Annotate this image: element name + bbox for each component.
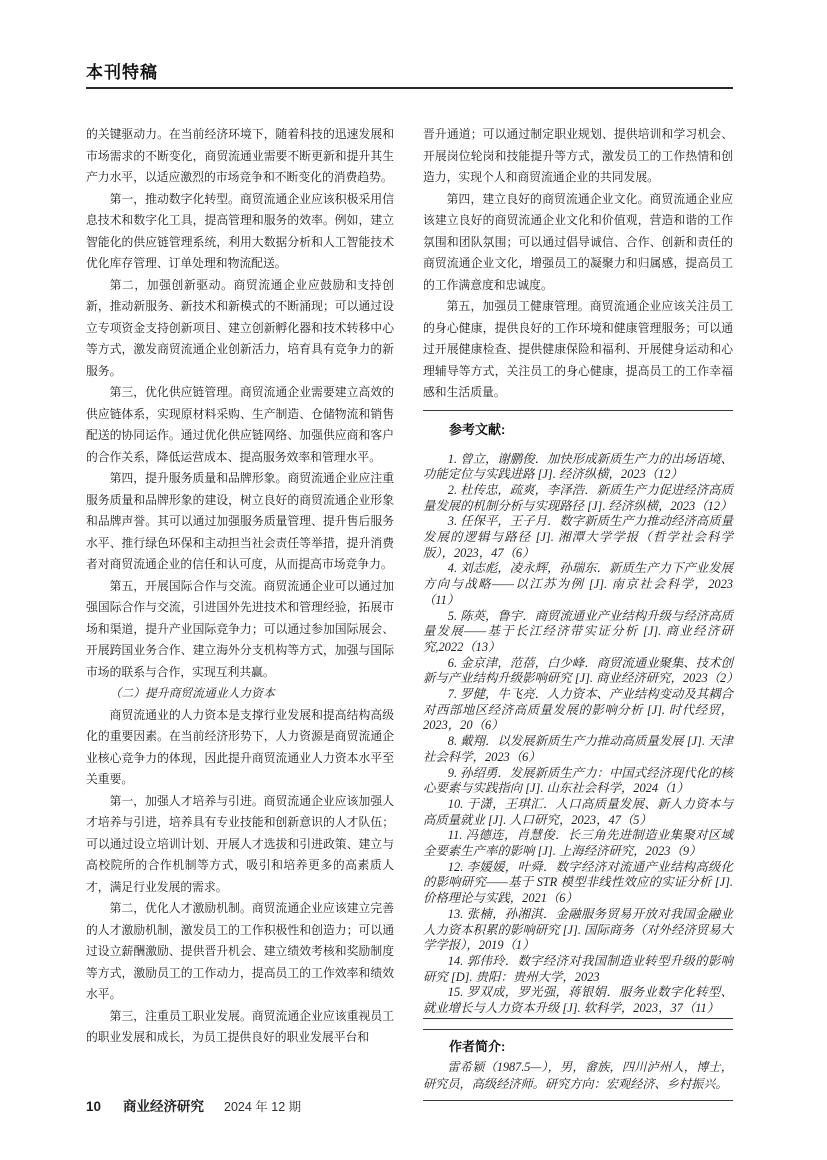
reference-item: 5. 陈英，鲁宇．商贸流通业产业结构升级与经济高质量发展——基于长江经济带实证分析 [J]. 商业经济研究,2022（13） [423, 608, 733, 654]
body-paragraph: 第三，优化供应链管理。商贸流通企业需要建立高效的供应链体系，实现原材料采购、生产制造、仓储物流和销售配送的协同运作。通过优化供应链网络、加强供应商和客户的合作关系，降低运营成本、提高服务效率和管理水平。 [86, 385, 394, 464]
reference-item: 3. 任保平，王子月．数字新质生产力推动经济高质量发展的逻辑与路径 [J]. 湘潭大学学报（哲学社会科学版），2023，47（6） [423, 514, 733, 560]
body-paragraph: 的关键驱动力。在当前经济环境下，随着科技的迅速发展和市场需求的不断变化，商贸流通业需要不断更新和提升其生产力水平，以适应激烈的市场竞争和不断变化的消费趋势。 [86, 127, 394, 184]
references-heading: 参考文献: [449, 421, 506, 437]
author-box-inner-rule [423, 1029, 733, 1030]
footer-issue-label: 2024 年 12 期 [224, 1100, 302, 1114]
author-heading: 作者简介: [449, 1038, 506, 1054]
reference-item: 9. 孙绍勇．发展新质生产力：中国式经济现代化的核心要素与实践指向 [J]. 山东社会科学，2024（1） [423, 765, 733, 796]
right-column-body [423, 124, 733, 404]
section-header-title: 本刊特稿 [86, 63, 158, 82]
reference-list [423, 451, 739, 1017]
left-column [86, 124, 394, 1049]
reference-item: 6. 金京津，范蓓，白少峰．商贸流通业聚集、技术创新与产业结构升级影响研究 [J]. 商业经济研究，2023（2） [423, 655, 739, 686]
page-footer [86, 1095, 301, 1115]
reference-item: 10. 于潇，王琪汇．人口高质量发展、新人力资本与高质量就业 [J]. 人口研究，2023，47（5） [423, 796, 733, 827]
body-paragraph: （二）提升商贸流通业人力资本 [109, 686, 275, 700]
body-paragraph: 第四，建立良好的商贸流通企业文化。商贸流通企业应该建立良好的商贸流通企业文化和价值观，营造和谐的工作氛围和团队氛围；可以通过倡导诚信、合作、创新和责任的商贸流通企业文化，增强员工的凝聚力和归属感，提高员工的工作满意度和忠诚度。 [423, 191, 733, 292]
body-paragraph: 第四，提升服务质量和品牌形象。商贸流通企业应注重服务质量和品牌形象的建设，树立良好的商贸流通企业形象和品牌声誉。其可以通过加强服务质量管理、提升售后服务水平、推行绿色环保和主动担当社会责任等举措，提升消费者对商贸流通企业的信任和认可度，从而提高市场竞争力。 [86, 471, 394, 571]
right-column [423, 124, 739, 1101]
reference-item: 15. 罗双成，罗光强，蒋银娟．服务业数字化转型、就业增长与人力资本升级 [J]. 软科学，2023，37（11） [423, 985, 733, 1016]
reference-item: 2. 杜传忠，疏爽，李泽浩．新质生产力促进经济高质量发展的机制分析与实现路径 [J]. 经济纵横，2023（12） [423, 482, 733, 513]
reference-item: 4. 刘志彪，凌永辉，孙瑞东．新质生产力下产业发展方向与战略——以江苏为例 [J]. 南京社会科学，2023（11） [423, 561, 733, 607]
masthead [86, 63, 733, 89]
body-paragraph: 第五，加强员工健康管理。商贸流通企业应该关注员工的身心健康，提供良好的工作环境和健康管理服务；可以通过开展健康检查、提供健康保险和福利、开展健身运动和心理辅导等方式，关注员工的身心健康，提高员工的工作幸福感和生活质量。 [423, 299, 733, 399]
references-divider-rule [423, 410, 733, 411]
reference-item: 14. 郭伟玲．数字经济对我国制造业转型升级的影响研究 [D]. 贵阳：贵州大学，2023 [423, 954, 733, 984]
author-bio: 雷希颖（1987.5—），男，畲族，四川泸州人，博士，研究员，高级经济师。研究方向：宏观经济、乡村振兴。 [423, 1059, 733, 1091]
reference-item: 1. 曾立，谢鹏俊．加快形成新质生产力的出场语境、功能定位与实践进路 [J]. 经济纵横，2023（12） [423, 451, 733, 482]
reference-item: 12. 李媛媛，叶舜．数字经济对流通产业结构高级化的影响研究——基于 STR 模型非线性效应的实证分析 [J]. 价格理论与实践，2021（6） [423, 859, 733, 906]
body-paragraph: 第三，注重员工职业发展。商贸流通企业应该重视员工的职业发展和成长，为员工提供良好的职业发展平台和 [86, 1008, 394, 1044]
footer-page-number: 10 [86, 1099, 102, 1114]
body-paragraph: 第二，加强创新驱动。商贸流通企业应鼓励和支持创新，推动新服务、新技术和新模式的不断涌现；可以通过设立专项资金支持创新项目、建立创新孵化器和技术转移中心等方式，激发商贸流通企业创新活力，培育具有竞争力的新服务。 [86, 277, 394, 378]
author-box [423, 1018, 733, 1101]
footer-journal-name: 商业经济研究 [123, 1099, 205, 1114]
reference-item: 11. 冯德连，肖慧俊．长三角先进制造业集聚对区域全要素生产率的影响 [J]. 上海经济研究，2023（9） [423, 828, 733, 859]
body-paragraph: 商贸流通业的人力资本是支撑行业发展和提高结构高级化的重要因素。在当前经济形势下，人力资源是商贸流通企业核心竞争力的体现，因此提升商贸流通业人力资本水平至关重要。 [86, 707, 394, 786]
reference-item: 7. 罗健，牛飞亮．人力资本、产业结构变动及其耦合对西部地区经济高质量发展的影响分析 [J]. 时代经贸，2023，20（6） [423, 687, 733, 733]
body-paragraph: 晋升通道；可以通过制定职业规划、提供培训和学习机会、开展岗位轮岗和技能提升等方式，激发员工的工作热情和创造力，实现个人和商贸流通企业的共同发展。 [423, 127, 733, 184]
body-paragraph: 第一，加强人才培养与引进。商贸流通企业应该加强人才培养与引进，培养具有专业技能和创新意识的人才队伍；可以通过设立培训计划、开展人才选拔和引进政策、建立与高校院所的合作机制等方式，吸引和培养更多的高素质人才，满足行业发展的需求。 [86, 793, 394, 894]
reference-item: 8. 戴翔．以发展新质生产力推动高质量发展 [J]. 天津社会科学，2023（6） [423, 734, 733, 764]
body-paragraph: 第五，开展国际合作与交流。商贸流通企业可以通过加强国际合作与交流，引进国外先进技术和管理经验，拓展市场和渠道，提升产业国际竞争力；可以通过参加国际展会、开展跨国业务合作、建立海外分支机构等方式，加强与国际市场的联系与合作，实现互利共赢。 [86, 578, 394, 679]
reference-item: 13. 张楠，孙湘淇．金融服务贸易开放对我国金融业人力资本积累的影响研究 [J]. 国际商务（对外经济贸易大学学报），2019（1） [423, 906, 733, 953]
body-paragraph: 第二，优化人才激励机制。商贸流通企业应该建立完善的人才激励机制，激发员工的工作积极性和创造力；可以通过设立薪酬激励、提供晋升机会、建立绩效考核和奖励制度等方式，激励员工的工作动力，提高员工的工作效率和绩效水平。 [86, 901, 394, 1001]
body-paragraph: 第一，推动数字化转型。商贸流通企业应该积极采用信息技术和数字化工具，提高管理和服务的效率。例如，建立智能化的供应链管理系统，利用大数据分析和人工智能技术优化库存管理、订单处理和物流配送。 [86, 191, 394, 270]
